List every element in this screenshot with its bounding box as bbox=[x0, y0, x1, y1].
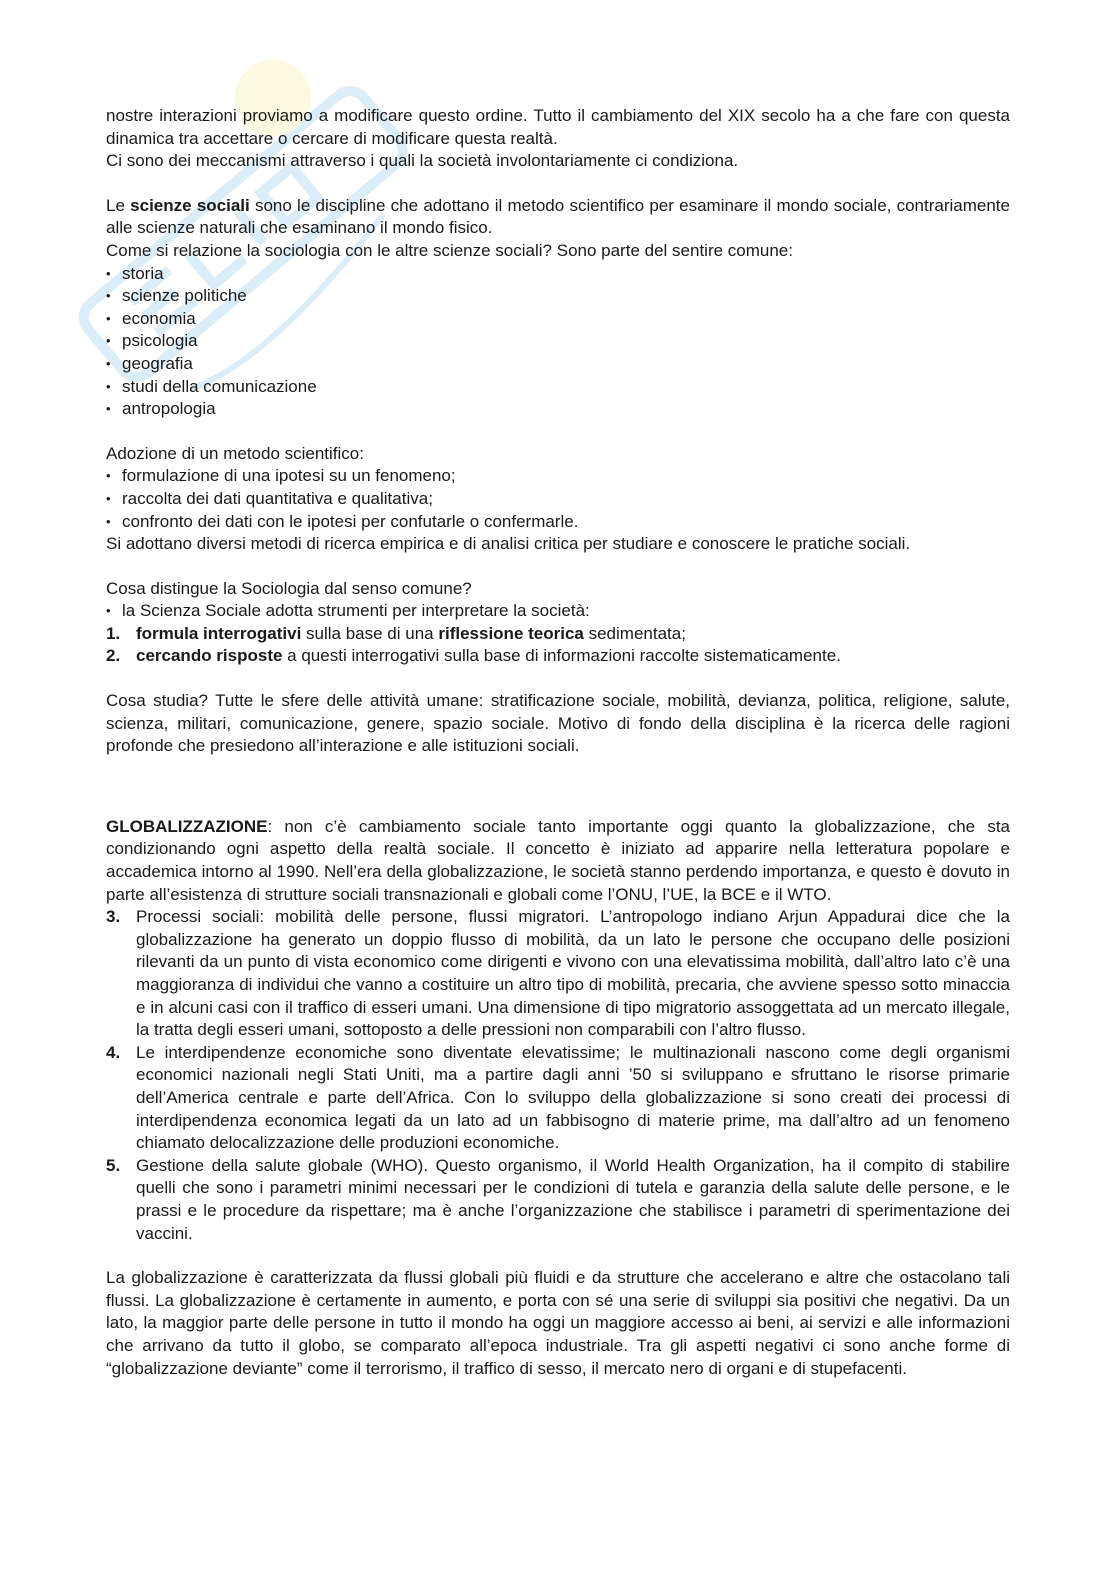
item-number: 1. bbox=[106, 623, 121, 643]
list-item: • economia bbox=[106, 308, 1010, 331]
text-span: Le bbox=[106, 195, 131, 215]
social-sciences-paragraph bbox=[106, 195, 1010, 240]
text-span: sulla base di una bbox=[301, 623, 439, 643]
text-span: sono le discipline che adottano il metodo scientifico per esaminare il mondo sociale, contrariamente alle scienze naturali che esaminano il mondo fisico. bbox=[106, 195, 1010, 238]
studies-paragraph: Cosa studia? Tutte le sfere delle attività umane: stratificazione sociale, mobilità, devianza, politica, religione, salute, scienza, militari, comunicazione, genere, spazio sociale. Motivo di fondo della disciplina è la ricerca delle ragioni profonde che presiedono all’interazione e alle istituzioni sociali. bbox=[106, 691, 1010, 756]
list-item: • formulazione di una ipotesi su un fenomeno; bbox=[106, 465, 1010, 488]
globalization-paragraph bbox=[106, 816, 1010, 906]
intro-line-1: nostre interazioni proviamo a modificare questo ordine. Tutto il cambiamento del XIX secolo ha a che fare con questa dinamica tra accettare o cercare di modificare questa realtà. bbox=[106, 106, 1010, 148]
list-item: • la Scienza Sociale adotta strumenti per interpretare la società: bbox=[106, 600, 1010, 623]
globalization-closing-paragraph: La globalizzazione è caratterizzata da flussi globali più fluidi e da strutture che accelerano e altre che ostacolano tali flussi. La globalizzazione è certamente in aumento, e porta con sé una serie di sviluppi sia positivi che negativi. Da un lato, la maggior parte delle persone in tutto il mondo ha oggi un maggiore accesso ai beni, ai servizi e alle informazioni che arrivano da tutto il globo, se comparato all’epoca industriale. Tra gli aspetti negativi ci sono anche forme di “globalizzazione deviante” come il terrorismo, il traffico di sesso, il mercato nero di organi e di stupefacenti. bbox=[106, 1268, 1010, 1378]
numbered-item bbox=[106, 623, 1010, 646]
common-sense-question: Cosa distingue la Sociologia dal senso comune? bbox=[106, 578, 472, 598]
text-span: a questi interrogativi sulla base di informazioni raccolte sistematicamente. bbox=[282, 646, 841, 666]
intro-line-2: Ci sono dei meccanismi attraverso i quali la società involontariamente ci condiziona. bbox=[106, 151, 739, 171]
list-item: • scienze politiche bbox=[106, 285, 1010, 308]
globalization-numbered-list bbox=[106, 906, 1010, 1245]
text-span: Le interdipendenze economiche sono diventate elevatissime; le multinazionali nascono come degli organismi economici nazionali negli Stati Uniti, ma a partire dagli anni ’50 si sviluppano e sfruttano le risorse primarie dell’America centrale e parte dell’Africa. Con lo sviluppo della globalizzazione si sono creati dei processi di interdipendenza economica legati da un lato ad un fabbisogno di materie prime, ma dall’altro ad un fenomeno chiamato delocalizzazione delle produzioni economiche. bbox=[136, 1042, 1010, 1153]
numbered-item bbox=[106, 645, 1010, 668]
list-item: • raccolta dei dati quantitativa e qualitativa; bbox=[106, 488, 1010, 511]
text-span: sedimentata; bbox=[583, 623, 686, 643]
disciplines-list bbox=[106, 263, 1010, 421]
list-item: • psicologia bbox=[106, 330, 1010, 353]
bold-term: riflessione teorica bbox=[438, 623, 584, 643]
section-heading: GLOBALIZZAZIONE bbox=[106, 816, 268, 836]
numbered-item bbox=[106, 1155, 1010, 1245]
common-sense-numbered-list bbox=[106, 623, 1010, 668]
bold-term: cercando risposte bbox=[136, 646, 283, 666]
list-item: • storia bbox=[106, 263, 1010, 286]
list-item: • antropologia bbox=[106, 398, 1010, 421]
method-steps-list bbox=[106, 465, 1010, 533]
list-item: • geografia bbox=[106, 353, 1010, 376]
numbered-item bbox=[106, 906, 1010, 1042]
method-intro: Adozione di un metodo scientifico: bbox=[106, 443, 364, 463]
document-page bbox=[106, 105, 1010, 1380]
item-number: 2. bbox=[106, 646, 121, 666]
bold-term: formula interrogativi bbox=[136, 623, 302, 643]
method-closing: Si adottano diversi metodi di ricerca empirica e di analisi critica per studiare e conoscere le pratiche sociali. bbox=[106, 534, 911, 554]
item-number: 3. bbox=[106, 907, 121, 927]
text-span: Gestione della salute globale (WHO). Questo organismo, il World Health Organization, ha il compito di stabilire quelli che sono i parametri minimi necessari per le condizioni di tutela e garanzia della salute delle persone, e le prassi e le procedure da rispettare; ma è anche l’organizzazione che stabilisce i parametri di sperimentazione dei vaccini. bbox=[136, 1155, 1010, 1243]
list-item: • confronto dei dati con le ipotesi per confutarle o confermarle. bbox=[106, 511, 1010, 534]
item-number: 4. bbox=[106, 1042, 121, 1062]
text-span: Processi sociali: mobilità delle persone, flussi migratori. L’antropologo indiano Arjun Appadurai dice che la globalizzazione ha generato un doppio flusso di mobilità, da un lato le persone che occupano delle posizioni rilevanti da un punto di vista economico come dirigenti e vivono con una elevatissima mobilità, dall’altro lato c’è una maggioranza di individui che vanno a costituire un altro tipo di mobilità, precaria, che avviene spesso sotto minaccia e in alcuni casi con il traffico di esseri umani. Una dimensione di tipo migratorio assoggettata ad un mercato illegale, la tratta degli esseri umani, sottoposto a delle pressioni non comparabili con l’altro flusso. bbox=[136, 907, 1010, 1040]
intro-paragraph bbox=[106, 105, 1010, 173]
text-span: : non c’è cambiamento sociale tanto importante oggi quanto la globalizzazione, che sta condizionando ogni aspetto della realtà sociale. Il concetto è iniziato ad apparire nella letteratura popolare e accademica intorno al 1990. Nell’era della globalizzazione, le società stanno perdendo importanza, e questo è dovuto in parte all’esistenza di strutture sociali transnazionali e globali come l’ONU, l’UE, la BCE e il WTO. bbox=[106, 816, 1010, 904]
bold-term: scienze sociali bbox=[130, 195, 250, 215]
relation-question: Come si relazione la sociologia con le altre scienze sociali? Sono parte del sentire comune: bbox=[106, 240, 793, 260]
common-sense-bullet bbox=[106, 600, 1010, 623]
item-number: 5. bbox=[106, 1155, 121, 1175]
list-item: • studi della comunicazione bbox=[106, 376, 1010, 399]
numbered-item bbox=[106, 1042, 1010, 1155]
